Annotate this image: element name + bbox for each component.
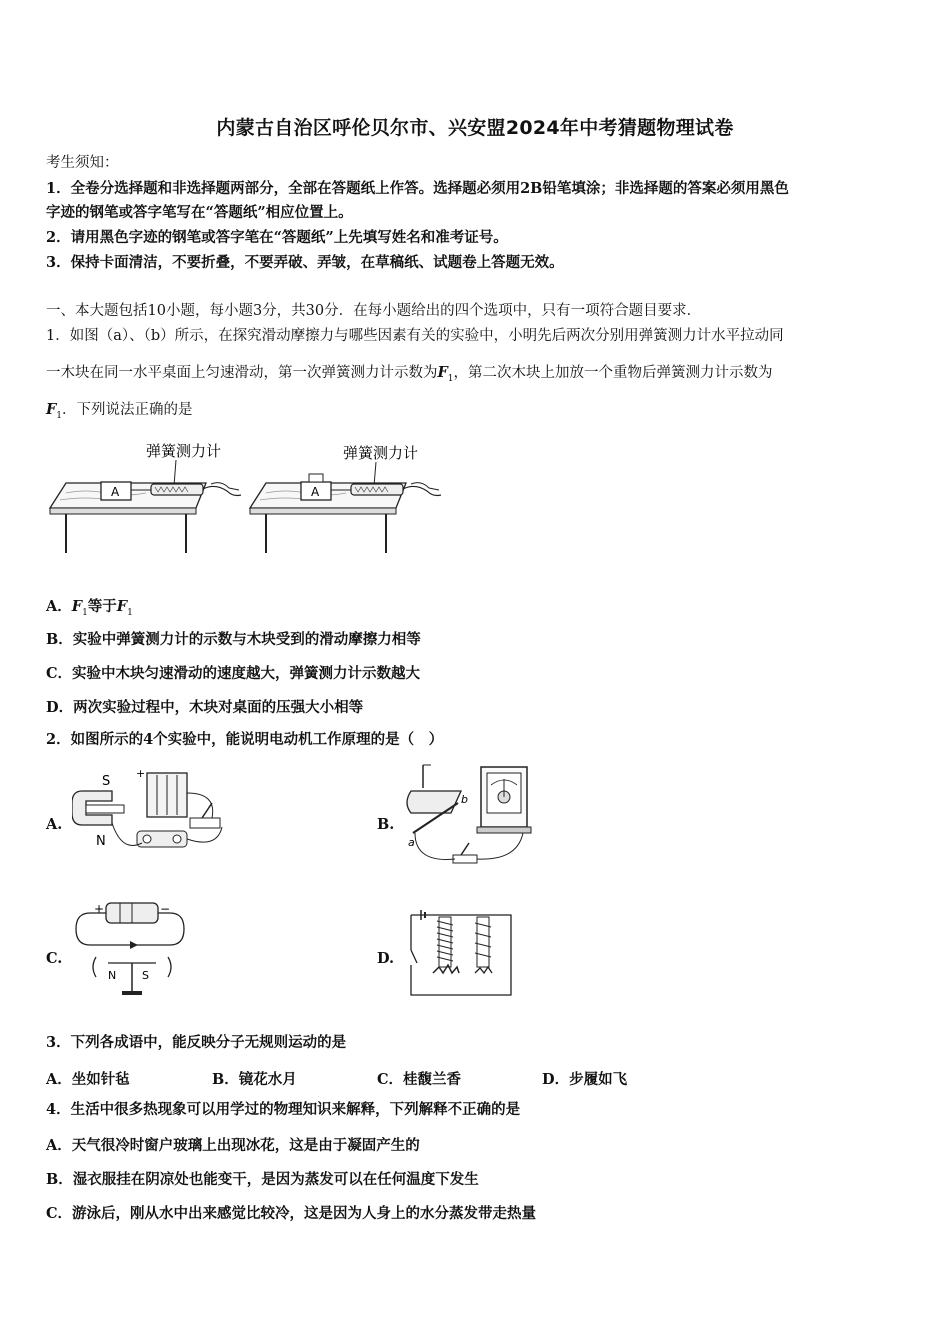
q4-option-c: C．游泳后，刚从水中出来感觉比较冷，这是因为人身上的水分蒸发带走热量 <box>46 1205 537 1222</box>
q1-option-d: D．两次实验过程中，木块对桌面的压强大小相等 <box>46 699 364 716</box>
coil-minus: − <box>160 902 171 916</box>
q2-label-d-text: D. <box>377 950 395 967</box>
q1-figure <box>46 438 466 558</box>
q4-option-a: A．天气很冷时窗户玻璃上出现冰花，这是由于凝固产生的 <box>46 1137 420 1154</box>
figure-a <box>50 442 241 553</box>
wire-b-label: b <box>461 793 468 806</box>
q1-option-c: C．实验中木块匀速滑动的速度越大，弹簧测力计示数越大 <box>46 665 421 682</box>
q2-label-c: C. <box>46 950 63 967</box>
figure-b <box>250 444 441 553</box>
spring-scale-label: 弹簧测力计 <box>146 442 222 460</box>
f-symbol: F <box>116 598 128 615</box>
block-label: A <box>311 485 320 499</box>
f-symbol: F <box>71 598 83 615</box>
f-sub: 1 <box>56 410 63 421</box>
q2-figure-d <box>405 905 515 1000</box>
q2-label-a: A. <box>46 816 63 833</box>
spring-scale-label: 弹簧测力计 <box>343 444 419 462</box>
q1-line-2-post: ，第二次木块上加放一个重物后弹簧测力计示数为 <box>453 365 773 381</box>
page-title: 内蒙古自治区呼伦贝尔市、兴安盟2024年中考猜题物理试卷 <box>216 117 734 139</box>
notice-heading: 考生须知： <box>46 155 119 171</box>
q2-label-b-text: B. <box>377 816 395 833</box>
f-sub: 1 <box>82 607 88 618</box>
battery-plus: + <box>136 767 146 780</box>
q1-option-b: B．实验中弹簧测力计的示数与木块受到的滑动摩擦力相等 <box>46 631 421 648</box>
option-a-label: A． <box>46 598 72 615</box>
q3-option-d: D．步履如飞 <box>542 1071 628 1088</box>
notice-item-2: 2．请用黑色字迹的钢笔或答字笔在“答题纸”上先填写姓名和准考证号。 <box>46 229 508 246</box>
q1-line-2-pre: 一木块在同一水平桌面上匀速滑动，第一次弹簧测力计示数为 <box>46 365 438 381</box>
q3-option-a: A．坐如针毡 <box>46 1071 130 1088</box>
coil-plus: + <box>94 902 105 916</box>
q4-option-b: B．湿衣服挂在阴凉处也能变干，是因为蒸发可以在任何温度下发生 <box>46 1171 479 1188</box>
needle-s-label: S <box>142 969 149 982</box>
q2-figure-c <box>72 895 192 1000</box>
f-symbol: F <box>46 401 57 418</box>
q1-line-3-post: ．下列说法正确的是 <box>62 402 193 418</box>
q1-line-1: 1．如图（a）、（b）所示，在探究滑动摩擦力与哪些因素有关的实验中，小明先后两次分别用弹簧测力计水平拉动同 <box>46 328 784 344</box>
f-symbol: F <box>437 364 448 381</box>
notice-item-1a: 1．全卷分选择题和非选择题两部分，全部在答题纸上作答。选择题必须用2B铅笔填涂；非选择题的答案必须用黑色 <box>46 180 789 197</box>
notice-item-3: 3．保持卡面清洁，不要折叠，不要弄破、弄皱，在草稿纸、试题卷上答题无效。 <box>46 254 564 271</box>
q4-stem: 4．生活中很多热现象可以用学过的物理知识来解释，下列解释不正确的是 <box>46 1101 521 1118</box>
section-heading: 一、本大题包括10小题，每小题3分，共30分．在每小题给出的四个选项中，只有一项符合题目要求． <box>46 303 702 319</box>
q3-option-c: C．桂馥兰香 <box>377 1071 462 1088</box>
needle-n-label: N <box>108 969 117 982</box>
q1-option-a <box>46 595 133 618</box>
q2-stem: 2．如图所示的4个实验中，能说明电动机工作原理的是（ ） <box>46 731 444 748</box>
magnet-s-label: S <box>102 774 111 789</box>
wire-a-label: a <box>408 836 415 849</box>
option-a-mid: 等于 <box>87 598 117 615</box>
f-sub: 1 <box>127 607 133 618</box>
q1-line-3 <box>46 401 193 425</box>
q2-figure-b <box>403 763 543 873</box>
q3-option-b: B．镜花水月 <box>212 1071 297 1088</box>
q2-figure-a <box>72 763 242 863</box>
q3-stem: 3．下列各成语中，能反映分子无规则运动的是 <box>46 1034 347 1051</box>
f-sub: 1 <box>447 373 454 384</box>
magnet-n-label: N <box>96 834 106 849</box>
block-label: A <box>111 485 120 499</box>
notice-item-1b: 字迹的钢笔或答字笔写在“答题纸”相应位置上。 <box>46 204 353 221</box>
q1-line-2 <box>46 364 773 388</box>
